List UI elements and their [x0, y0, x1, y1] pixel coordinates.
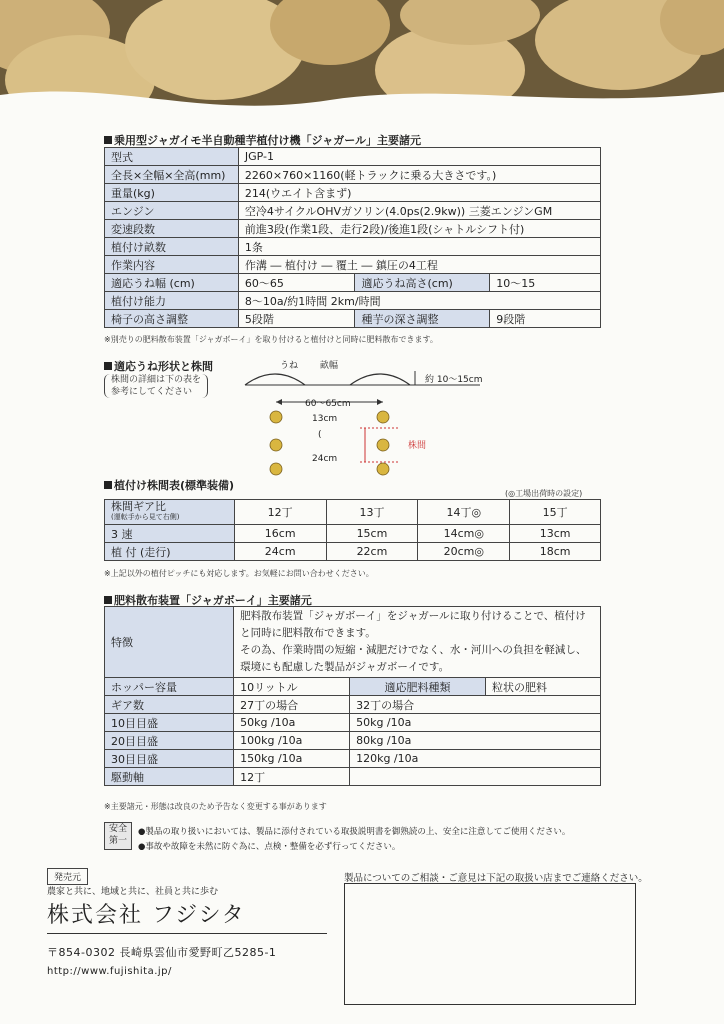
- spec-row: 型式 JGP-1: [105, 148, 601, 166]
- safety-line-1: ●製品の取り扱いにおいては、製品に添付されている取扱説明書を御熟読の上、安全に注意してご使用ください。: [138, 827, 571, 837]
- spec-note: ※別売りの肥料散布装置「ジャガボーイ」を取り付けると植付けと同時に肥料散布できます。: [104, 335, 438, 344]
- divider: [47, 933, 327, 934]
- planting-table: [104, 499, 601, 561]
- svg-text:(: (: [318, 430, 322, 440]
- company-name: 株式会社 フジシタ: [47, 903, 246, 928]
- spec-row: エンジン 空冷4サイクルOHVガソリン(4.0ps(2.9kw)) 三菱エンジンGM: [105, 202, 601, 220]
- spec-row: 植付け能力 8〜10a/約1時間 2km/時間: [105, 292, 601, 310]
- diagram-heading: 適応うね形状と株間: [104, 358, 213, 374]
- table-row: 10目目盛 50kg /10a 50kg /10a: [105, 714, 601, 732]
- fert-note: ※主要諸元・形態は改良のため予告なく変更する事があります: [104, 802, 327, 811]
- table-row: 3 速 16cm 15cm 14cm◎ 13cm: [105, 525, 601, 543]
- spec-table: [104, 147, 601, 328]
- spacing-label: 株間: [408, 441, 427, 451]
- planting-heading: 植付け株間表(標準装備): [104, 477, 234, 493]
- spec-row: 適応うね幅 (cm) 60〜65 適応うね高さ(cm) 10〜15: [105, 274, 601, 292]
- dealer-stamp-box: [344, 883, 636, 1005]
- table-row: 特徴 肥料散布装置「ジャガボーイ」をジャガールに取り付けることで、植付け と同時に肥料散布できます。 その為、作業時間の短縮・減肥だけでなく、水・河川への負担を軽減し、 環境にも配慮した製品がジャガボーイです。: [105, 607, 601, 678]
- spec-row: 椅子の高さ調整 5段階 種芋の深さ調整 9段階: [105, 310, 601, 328]
- company-url[interactable]: http://www.fujishita.jp/: [47, 966, 172, 977]
- table-row: 株間ギア比 (運転手から見て右側) 12丁 13丁 14丁◎ 15丁: [105, 500, 601, 525]
- spacing-max: 24cm: [312, 454, 338, 464]
- diagram-note: 株間の詳細は下の表を 参考にしてください: [104, 374, 208, 398]
- company-tagline: 農家と共に、地域と共に、社員と共に歩む: [47, 887, 219, 897]
- ridge-label: うね: [280, 361, 299, 371]
- factory-note: (◎工場出荷時の設定): [505, 489, 583, 498]
- table-row: ホッパー容量 10リットル 適応肥料種類 粒状の肥料: [105, 678, 601, 696]
- spec-row: 全長×全幅×全高(mm) 2260×760×1160(軽トラックに乗る大きさです。): [105, 166, 601, 184]
- ridge-height: 約 10〜15cm: [425, 375, 483, 385]
- furrow-label: 畝幅: [320, 361, 339, 371]
- spec-row: 植付け畝数 1条: [105, 238, 601, 256]
- table-row: 20目目盛 100kg /10a 80kg /10a: [105, 732, 601, 750]
- table-row: ギア数 27丁の場合 32丁の場合: [105, 696, 601, 714]
- ridge-width: 60〜65cm: [305, 399, 351, 409]
- fert-heading: 肥料散布装置「ジャガボーイ」主要諸元: [104, 592, 312, 608]
- spec-heading: 乗用型ジャガイモ半自動種芋植付け機「ジャガール」主要諸元: [104, 132, 421, 148]
- table-row: 植 付 (走行) 24cm 22cm 20cm◎ 18cm: [105, 543, 601, 561]
- spec-row: 作業内容 作溝 ― 植付け ― 覆土 ― 鎮圧の4工程: [105, 256, 601, 274]
- planting-note: ※上記以外の植付ピッチにも対応します。お気軽にお問い合わせください。: [104, 569, 374, 578]
- contact-note: 製品についてのご相談・ご意見は下記の取扱い店までご連絡ください。: [344, 873, 648, 884]
- spacing-min: 13cm: [312, 414, 338, 424]
- safety-line-2: ●事故や故障を未然に防ぐ為に、点検・整備を必ず行ってください。: [138, 842, 401, 852]
- company-address: 〒854-0302 長崎県雲仙市愛野町乙5285-1: [47, 946, 277, 959]
- safety-badge: 安全第一: [104, 822, 132, 850]
- table-row: 駆動軸 12丁: [105, 768, 601, 786]
- spec-row: 重量(kg) 214(ウエイト含まず): [105, 184, 601, 202]
- spec-row: 変速段数 前進3段(作業1段、走行2段)/後進1段(シャトルシフト付): [105, 220, 601, 238]
- potato-photo: [0, 0, 724, 130]
- table-row: 30目目盛 150kg /10a 120kg /10a: [105, 750, 601, 768]
- ridge-diagram: [220, 355, 510, 490]
- seller-label: 発売元: [47, 868, 88, 885]
- fert-table: [104, 606, 601, 786]
